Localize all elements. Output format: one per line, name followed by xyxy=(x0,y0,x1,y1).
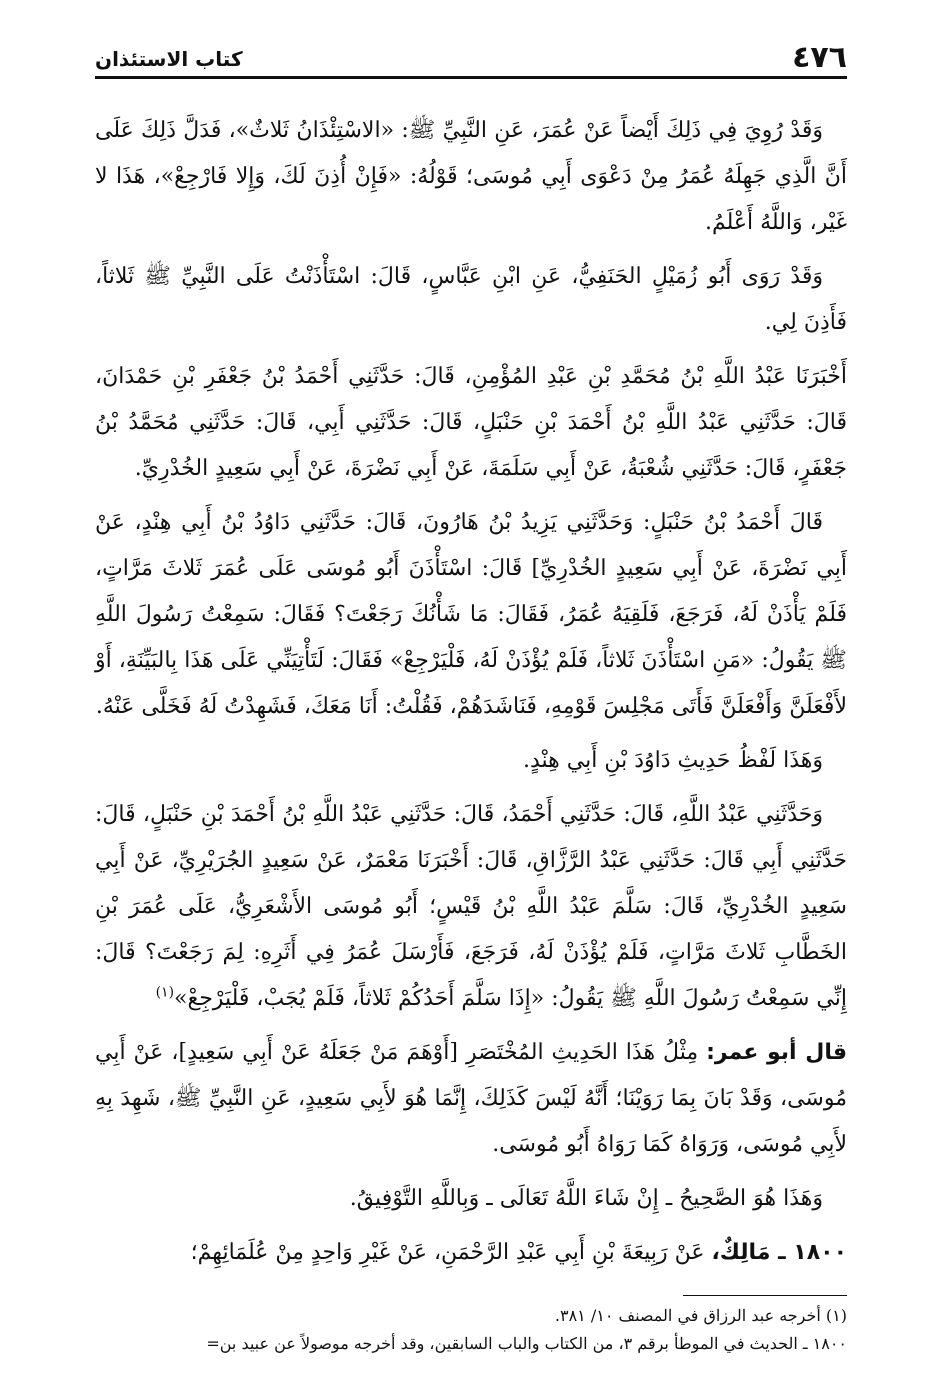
paragraph-1: وَقَدْ رُوِيَ فِي ذَلِكَ أَيْضاً عَنْ عُمَرَ، عَنِ النَّبِيِّ ﷺ: «الاسْتِئْذَانُ ثَلاثٌ»، فَدَلَّ ذَلِكَ عَلَى أَنَّ الَّذِي جَهِلَهُ عُمَرُ مِنْ دَعْوَى أَبِي مُوسَى؛ قَوْلُهُ: «فَإِنْ أُذِنَ لَكَ، وَإِلا فَارْجِعْ»، هَذَا لا غَيْر، وَاللَّهُ أَعْلَمُ. xyxy=(95,118,847,235)
paragraph-isnad-1: أَخْبَرَنَا عَبْدُ اللَّهِ بْنُ مُحَمَّدِ بْنِ عَبْدِ المُؤْمِنِ، قَالَ: حَدَّثَنِي أَحْمَدُ بْنُ جَعْفَرِ بْنِ حَمْدَانَ، قَالَ: حَدَّثَنِي عَبْدُ اللَّهِ بْنُ أَحْمَدَ بْنِ حَنْبَلٍ، قَالَ: حَدَّثَنِي أَبِي، قَالَ: حَدَّثَنِي مُحَمَّدُ بْنُ جَعْفَرٍ، قَالَ: حَدَّثَنِي شُعْبَةُ، عَنْ أَبِي سَلَمَةَ، عَنْ أَبِي نَضْرَةَ، عَنْ أَبِي سَعِيدٍ الخُدْرِيِّ. xyxy=(95,364,847,481)
paragraph-isnad-2-text: وَحَدَّثَنِي عَبْدُ اللَّهِ، قَالَ: حَدَّثَنِي أَحْمَدُ، قَالَ: حَدَّثَنِي عَبْدُ اللَّهِ بْنُ أَحْمَدَ بْنِ حَنْبَلٍ، قَالَ: حَدَّثَنِي أَبِي قَالَ: حَدَّثَنِي عَبْدُ الرَّزَّاقِ، قَالَ: أَخْبَرَنَا مَعْمَرٌ، عَنْ سَعِيدٍ الجُرَيْرِيِّ، عَنْ أَبِي سَعِيدٍ الخُدْرِيِّ، قَالَ: سَلَّمَ عَبْدُ اللَّهِ بْنُ قَيْسٍ؛ أَبُو مُوسَى الأَشْعَرِيُّ، عَلَى عُمَرَ بْنِ الخَطَّابِ ثَلاثَ مَرَّاتٍ، فَلَمْ يُؤْذَنْ لَهُ، فَرَجَعَ، فَأَرْسَلَ عُمَرُ فِي أَثَرِهِ: لِمَ رَجَعْتَ؟ قَالَ: إِنِّي سَمِعْتُ رَسُولَ اللَّهِ ﷺ يَقُولُ: «إِذَا سَلَّمَ أَحَدُكُمْ ثَلاثاً، فَلَمْ يُجَبْ، فَلْيَرْجِعْ» xyxy=(95,802,847,1011)
footnotes xyxy=(95,1302,847,1358)
paragraph-isnad-2 xyxy=(95,792,847,1022)
paragraph-hadith-ahmad: قَالَ أَحْمَدُ بْنُ حَنْبَلٍ: وَحَدَّثَنِي يَزِيدُ بْنُ هَارُونَ، قَالَ: حَدَّثَنِي دَاوُدُ بْنُ أَبِي هِنْدٍ، عَنْ أَبِي نَضْرَةَ، عَنْ أَبِي سَعِيدٍ الخُدْرِيِّ] قَالَ: اسْتَأْذَنَ أَبُو مُوسَى عَلَى عُمَرَ ثَلاثَ مَرَّاتٍ، فَلَمْ يَأْذَنْ لَهُ، فَرَجَعَ، فَلَقِيَهُ عُمَرُ، فَقَالَ: مَا شَأْنُكَ رَجَعْتَ؟ فَقَالَ: سَمِعْتُ رَسُولَ اللَّهِ ﷺ يَقُولُ: «مَنِ اسْتَأْذَنَ ثَلاثاً، فَلَمْ يُؤْذَنْ لَهُ، فَلْيَرْجِعْ» فَقَالَ: لَتَأْتِيَنِّي عَلَى هَذَا بِالبَيِّنَةِ، أَوْ لأَفْعَلَنَّ وَأَفْعَلَنَّ فَأَتَى مَجْلِسَ قَوْمِهِ، فَنَاشَدَهُمْ، فَقُلْتُ: أَنَا مَعَكَ، فَشَهِدْتُ لَهُ فَخَلَّى عَنْهُ. xyxy=(95,510,847,719)
footnote-rule xyxy=(683,1295,847,1296)
page-number: ٤٧٦ xyxy=(792,40,847,75)
abu-umar-text: مِثْلُ هَذَا الحَدِيثِ المُخْتَصَرِ [أَوْهَمَ مَنْ جَعَلَهُ عَنْ أَبِي سَعِيدٍ]، عَنْ أَبِي مُوسَى، وَقَدْ بَانَ بِمَا رَوَيْنَا؛ أَنَّهُ لَيْسَ كَذَلِكَ، إِنَّمَا هُوَ لأَبِي سَعِيدٍ، عَنِ النَّبِيِّ ﷺ، شَهِدَ بِهِ لأَبِي مُوسَى، وَرَوَاهُ كَمَا رَوَاهُ أَبُو مُوسَى. xyxy=(95,1040,847,1157)
main-text xyxy=(95,108,847,1284)
header-rule xyxy=(95,76,847,79)
paragraph-2: وَقَدْ رَوَى أَبُو زُمَيْلٍ الحَنَفِيُّ، عَنِ ابْنِ عَبَّاسٍ، قَالَ: اسْتَأْذَنْتُ عَلَى النَّبِيِّ ﷺ ثَلاثاً، فَأَذِنَ لِي. xyxy=(95,264,847,335)
footnote-2: ١٨٠٠ ـ الحديث في الموطأ برقم ٣، من الكتاب والباب السابقين، وقد أخرجه موصولاً عن عبيد بن= xyxy=(206,1334,847,1353)
paragraph-conclusion: وَهَذَا هُوَ الصَّحِيحُ ـ إِنْ شَاءَ اللَّهُ تَعَالَى ـ وَبِاللَّهِ التَّوْفِيقُ. xyxy=(349,1186,823,1211)
running-title: كتاب الاستئذان xyxy=(95,47,243,71)
footnote-1: (١) أخرجه عبد الرزاق في المصنف ١٠/ ٣٨١. xyxy=(554,1306,847,1325)
footnote-marker-1: (١) xyxy=(155,984,175,1001)
page-header xyxy=(95,38,847,78)
paragraph-abu-umar xyxy=(95,1030,847,1168)
paragraph-note-dawud: وَهَذَا لَفْظُ حَدِيثِ دَاوُدَ بْنِ أَبِي هِنْدٍ. xyxy=(523,748,823,773)
hadith-number-lead: ١٨٠٠ ـ مَالِكٌ، xyxy=(711,1240,847,1265)
hadith-1800-text: عَنْ رَبِيعَةَ بْنِ أَبِي عَبْدِ الرَّحْمَنِ، عَنْ غَيْرِ وَاحِدٍ مِنْ عُلَمَائِهِمْ؛ xyxy=(190,1240,705,1265)
abu-umar-lead: قال أبو عمر: xyxy=(706,1040,847,1065)
paragraph-hadith-1800 xyxy=(95,1230,847,1276)
